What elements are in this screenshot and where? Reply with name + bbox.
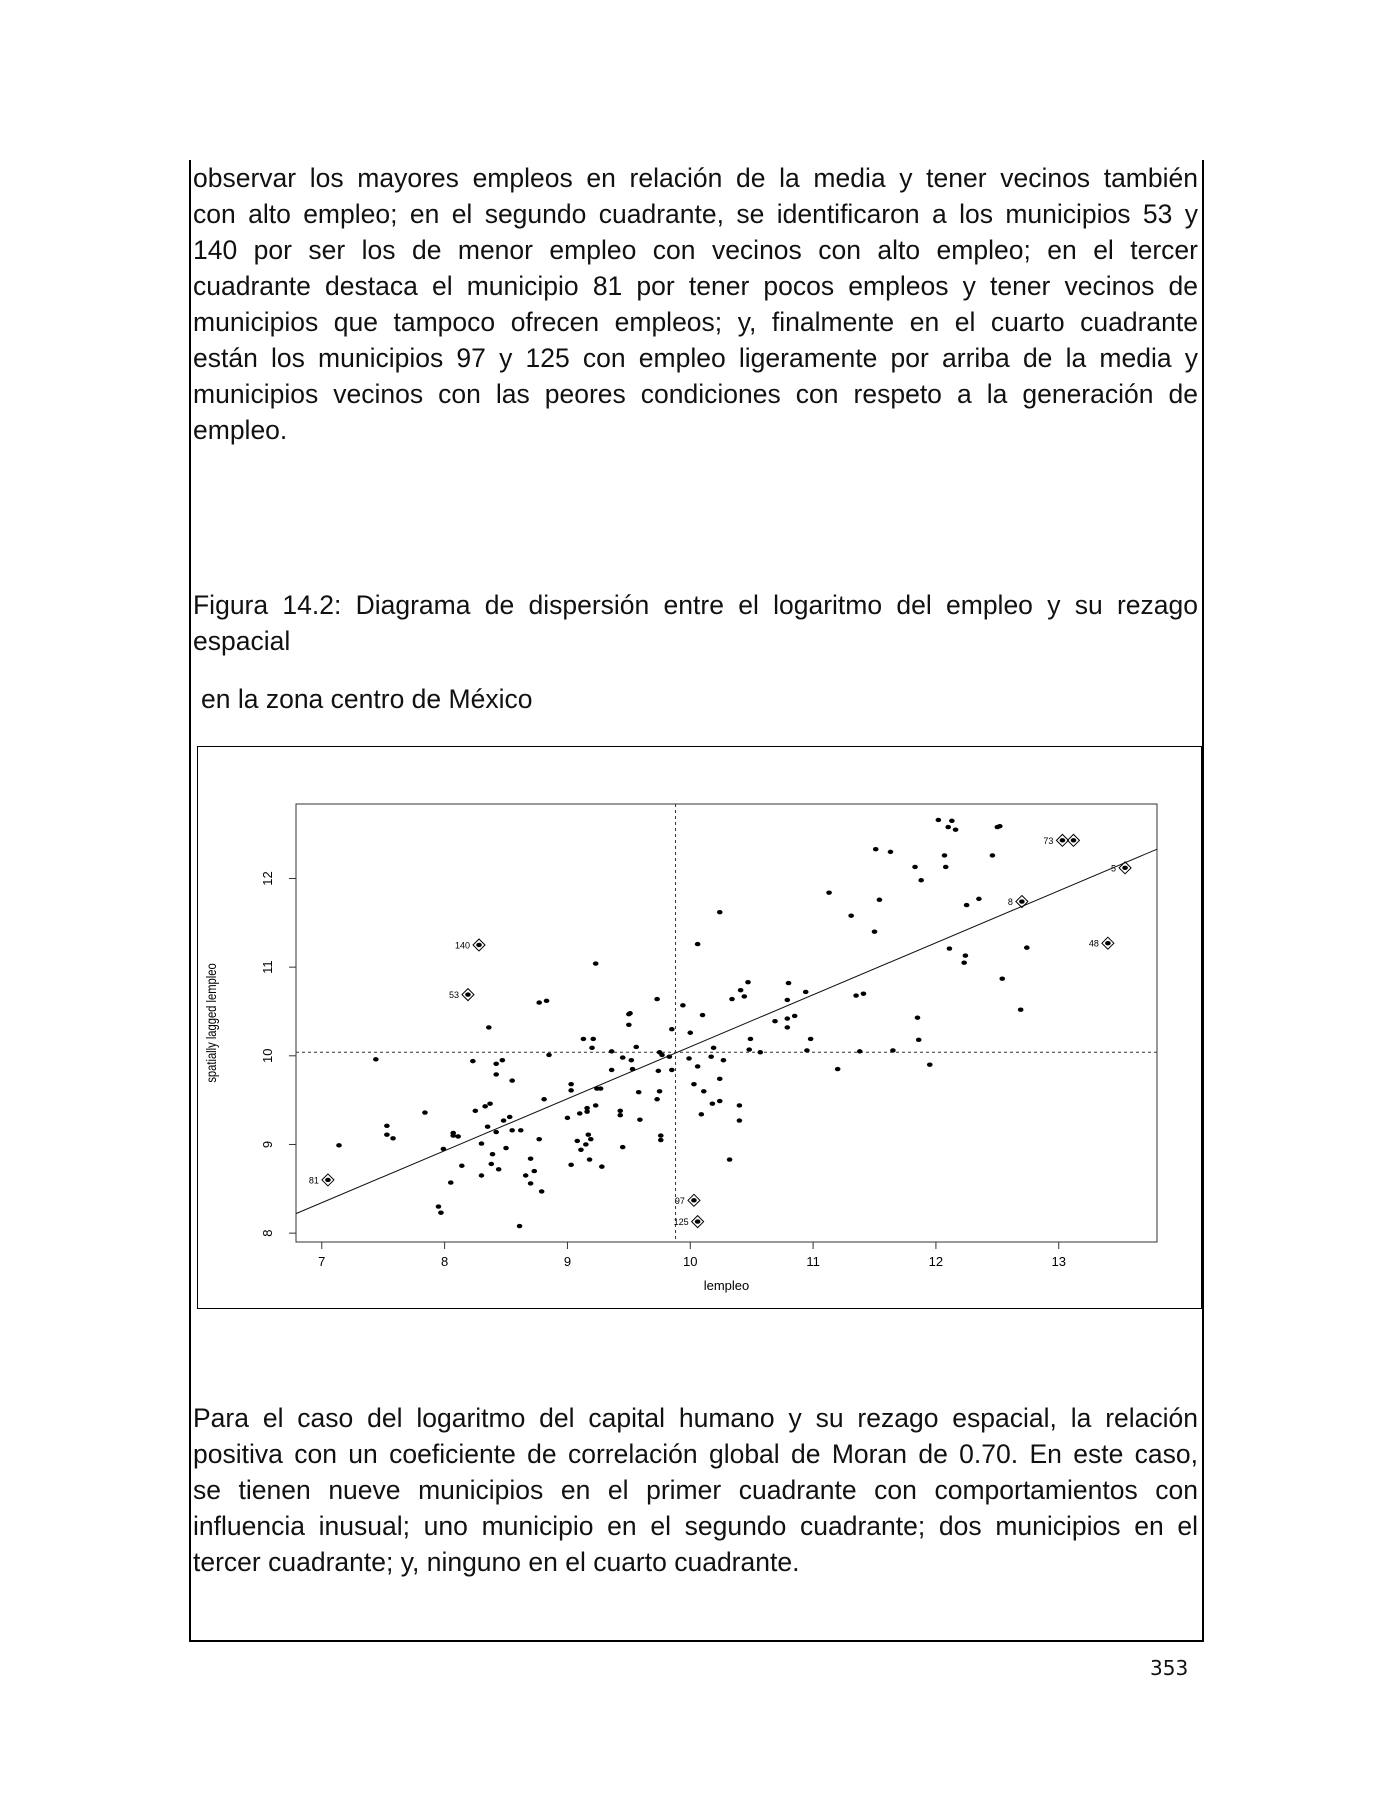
data-point <box>757 1050 763 1054</box>
data-point <box>583 1142 589 1146</box>
influential-point <box>1060 838 1066 842</box>
data-point <box>493 1062 499 1066</box>
data-point <box>544 999 550 1003</box>
y-tick-label: 12 <box>260 871 275 886</box>
data-point <box>772 1019 778 1023</box>
paragraph1-line: están los municipios 97 y 125 con empleo ligeramente por arriba de la media y <box>193 343 1198 373</box>
data-point <box>658 1133 664 1137</box>
influential-point <box>1105 941 1111 945</box>
paragraph1-line: observar los mayores empleos en relación de la media y tener vecinos también <box>193 163 1198 193</box>
data-point <box>656 1069 662 1073</box>
chart-svg <box>198 747 1201 1308</box>
data-point <box>509 1128 515 1132</box>
caption-line-2: espacial <box>193 626 291 656</box>
data-point <box>584 1109 590 1113</box>
data-point <box>943 865 949 869</box>
data-point <box>848 914 854 918</box>
data-point <box>593 1103 599 1107</box>
paragraph2-line: positiva con un coeficiente de correlación global de Moran de 0.70. En este caso, <box>193 1439 1198 1469</box>
data-point <box>695 942 701 946</box>
data-point <box>541 1097 547 1101</box>
data-point <box>784 1025 790 1029</box>
page-number: 353 <box>1150 1656 1189 1680</box>
paragraph-employment-quadrants <box>193 160 1198 448</box>
data-point <box>659 1053 665 1057</box>
data-point <box>630 1067 636 1071</box>
influential-point <box>1122 866 1128 870</box>
data-point <box>737 1118 743 1122</box>
data-point <box>873 847 879 851</box>
x-tick-label: 11 <box>806 1254 820 1269</box>
data-point <box>578 1148 584 1152</box>
data-point <box>963 953 969 957</box>
data-point <box>536 1000 542 1004</box>
data-point <box>593 961 599 965</box>
data-point <box>479 1141 485 1145</box>
influential-point <box>465 992 471 996</box>
data-point <box>947 946 953 950</box>
data-point <box>691 1082 697 1086</box>
data-point <box>473 1109 479 1113</box>
data-point <box>539 1189 545 1193</box>
data-point <box>493 1072 499 1076</box>
data-point <box>384 1133 390 1137</box>
influential-point <box>1071 838 1077 842</box>
data-point <box>490 1152 496 1156</box>
data-point <box>717 910 723 914</box>
data-point <box>669 1068 675 1072</box>
data-point <box>617 1113 623 1117</box>
data-point <box>436 1204 442 1208</box>
data-point <box>565 1116 571 1120</box>
data-point <box>636 1090 642 1094</box>
data-point <box>918 878 924 882</box>
data-point <box>589 1046 595 1050</box>
data-point <box>336 1143 342 1147</box>
data-point <box>826 890 832 894</box>
data-point <box>503 1146 509 1150</box>
data-point <box>493 1130 499 1134</box>
influential-point-label: 81 <box>308 1175 319 1186</box>
data-point <box>717 1099 723 1103</box>
paragraph1-line: 140 por ser los de menor empleo con vecinos con alto empleo; en el tercer <box>193 235 1198 265</box>
data-point <box>877 898 883 902</box>
data-point <box>450 1133 456 1137</box>
data-point <box>738 988 744 992</box>
data-point <box>695 1064 701 1068</box>
data-point <box>509 1078 515 1082</box>
data-point <box>997 824 1003 828</box>
data-point <box>536 1137 542 1141</box>
data-point <box>488 1162 494 1166</box>
data-point <box>1018 1008 1024 1012</box>
data-point <box>654 1097 660 1101</box>
data-point <box>609 1049 615 1053</box>
data-point <box>808 1037 814 1041</box>
data-point <box>517 1224 523 1228</box>
data-point <box>581 1037 587 1041</box>
influential-point <box>476 943 482 947</box>
data-point <box>459 1164 465 1168</box>
data-point <box>470 1059 476 1063</box>
data-point <box>942 853 948 857</box>
caption-subtitle: en la zona centro de México <box>201 684 533 714</box>
paragraph-human-capital <box>193 1400 1198 1580</box>
data-point <box>496 1167 502 1171</box>
data-point <box>390 1136 396 1140</box>
data-point <box>528 1181 534 1185</box>
data-point <box>687 1031 693 1035</box>
data-point <box>620 1145 626 1149</box>
x-tick-label: 9 <box>563 1254 572 1269</box>
x-tick-label: 13 <box>1051 1254 1066 1269</box>
data-point <box>700 1013 706 1017</box>
data-point <box>482 1104 488 1108</box>
data-point <box>804 1048 810 1052</box>
data-point <box>487 1101 493 1105</box>
data-point <box>599 1164 605 1168</box>
data-point <box>857 1049 863 1053</box>
influential-point <box>695 1219 701 1223</box>
data-point <box>373 1057 379 1061</box>
y-tick-label: 11 <box>260 960 275 974</box>
data-point <box>586 1133 592 1137</box>
data-point <box>546 1053 552 1057</box>
influential-point-label: 140 <box>454 940 471 951</box>
data-point <box>976 897 982 901</box>
data-point <box>748 1037 754 1041</box>
data-point <box>721 1058 727 1062</box>
y-tick-label: 9 <box>260 1140 275 1149</box>
data-point <box>708 1054 714 1058</box>
influential-point-label: 48 <box>1088 938 1099 949</box>
data-point <box>792 1014 798 1018</box>
x-tick-label: 10 <box>683 1254 698 1269</box>
paragraph2-line: Para el caso del logaritmo del capital humano y su rezago espacial, la relación <box>193 1403 1198 1433</box>
influential-point-label: 5 <box>1111 863 1117 874</box>
x-tick-label: 12 <box>928 1254 944 1269</box>
data-point <box>861 992 867 996</box>
data-point <box>888 850 894 854</box>
data-point <box>568 1088 574 1092</box>
data-point <box>654 997 660 1001</box>
influential-point <box>691 1198 697 1202</box>
data-point <box>890 1048 896 1052</box>
data-point <box>518 1128 524 1132</box>
data-point <box>574 1139 580 1143</box>
data-point <box>686 1056 692 1060</box>
data-point <box>633 1045 639 1049</box>
data-point <box>486 1025 492 1029</box>
data-point <box>629 1058 635 1062</box>
data-point <box>711 1046 717 1050</box>
data-point <box>803 990 809 994</box>
data-point <box>422 1110 428 1114</box>
data-point <box>577 1111 583 1115</box>
data-point <box>438 1211 444 1215</box>
data-point <box>626 1023 632 1027</box>
paragraph1-line: cuadrante destaca el municipio 81 por tener pocos empleos y tener vecinos de <box>193 271 1198 301</box>
data-point <box>949 819 955 823</box>
data-point <box>835 1067 841 1071</box>
x-axis-label: lempleo <box>703 1278 750 1293</box>
data-point <box>699 1112 705 1116</box>
data-point <box>658 1138 664 1142</box>
data-point <box>455 1134 461 1138</box>
data-point <box>531 1169 537 1173</box>
data-point <box>485 1125 491 1129</box>
data-point <box>523 1173 529 1177</box>
data-point <box>936 818 942 822</box>
data-point <box>784 998 790 1002</box>
influential-point-label: 53 <box>448 990 459 1001</box>
data-point <box>609 1068 615 1072</box>
data-point <box>384 1124 390 1128</box>
paragraph1-line: empleo. <box>193 415 288 445</box>
influential-point <box>1019 899 1025 903</box>
plot-area <box>296 804 1157 1242</box>
regression-line <box>296 849 1157 1213</box>
paragraph1-line: municipios vecinos con las peores condiciones con respeto a la generación de <box>193 379 1198 409</box>
data-point <box>737 1103 743 1107</box>
figure-caption <box>193 587 1198 659</box>
data-point <box>617 1109 623 1113</box>
data-point <box>501 1118 507 1122</box>
data-point <box>961 961 967 965</box>
influential-point-label: 97 <box>674 1195 685 1206</box>
data-point <box>912 865 918 869</box>
scatter-chart <box>197 746 1202 1309</box>
data-point <box>1024 945 1030 949</box>
paragraph2-line: se tienen nueve municipios en el primer cuadrante con comportamientos con <box>193 1475 1198 1505</box>
paragraph1-line: con alto empleo; en el segundo cuadrante, se identificaron a los municipios 53 y <box>193 199 1198 229</box>
y-tick-label: 8 <box>260 1229 275 1237</box>
data-point <box>990 853 996 857</box>
data-point <box>590 1037 596 1041</box>
data-point <box>872 929 878 933</box>
data-point <box>945 825 951 829</box>
data-point <box>479 1173 485 1177</box>
data-point <box>784 1016 790 1020</box>
y-axis-label: spatially lagged lempleo <box>203 963 220 1083</box>
data-point <box>742 994 748 998</box>
data-point <box>964 903 970 907</box>
data-point <box>448 1180 454 1184</box>
data-point <box>441 1147 447 1151</box>
data-point <box>568 1082 574 1086</box>
x-tick-label: 8 <box>441 1254 449 1269</box>
data-point <box>667 1054 673 1058</box>
influential-point-label: 125 <box>673 1217 689 1228</box>
data-point <box>598 1086 604 1090</box>
paragraph1-line: municipios que tampoco ofrecen empleos; y, finalmente en el cuarto cuadrante <box>193 307 1198 337</box>
influential-point <box>325 1178 331 1182</box>
data-point <box>587 1157 593 1161</box>
data-point <box>680 1003 686 1007</box>
data-point <box>620 1055 626 1059</box>
data-point <box>745 980 751 984</box>
data-point <box>568 1163 574 1167</box>
data-point <box>727 1157 733 1161</box>
data-point <box>657 1089 663 1093</box>
data-point <box>669 1027 675 1031</box>
caption-line-1: Figura 14.2: Diagrama de dispersión entre el logaritmo del empleo y su rezago <box>193 590 1198 620</box>
data-point <box>746 1047 752 1051</box>
paragraph2-line: tercer cuadrante; y, ninguno en el cuarto cuadrante. <box>193 1547 800 1577</box>
data-point <box>927 1062 933 1066</box>
data-point <box>701 1089 707 1093</box>
x-tick-label: 7 <box>318 1254 326 1269</box>
data-point <box>999 976 1005 980</box>
data-point <box>916 1038 922 1042</box>
data-point <box>637 1117 643 1121</box>
influential-point-label: 73 <box>1043 835 1054 846</box>
data-point <box>588 1137 594 1141</box>
data-point <box>710 1101 716 1105</box>
data-point <box>853 993 859 997</box>
data-point <box>786 981 792 985</box>
data-point <box>717 1077 723 1081</box>
data-point <box>500 1058 506 1062</box>
data-point <box>528 1156 534 1160</box>
paragraph2-line: influencia inusual; uno municipio en el segundo cuadrante; dos municipios en el <box>193 1511 1198 1541</box>
data-point <box>729 997 735 1001</box>
data-point <box>627 1011 633 1015</box>
y-tick-label: 10 <box>260 1048 275 1064</box>
influential-point-label: 8 <box>1007 897 1013 908</box>
data-point <box>507 1115 513 1119</box>
data-point <box>953 828 959 832</box>
data-point <box>915 1015 921 1019</box>
